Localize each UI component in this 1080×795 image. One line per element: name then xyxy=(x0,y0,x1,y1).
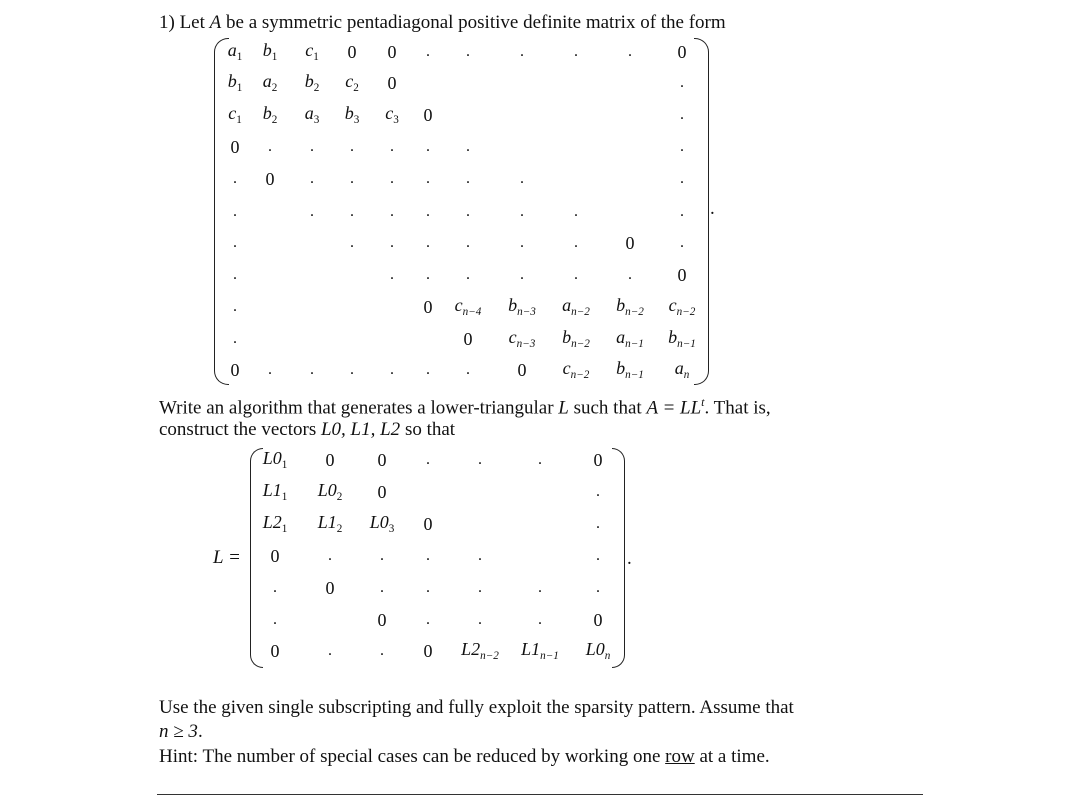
matrix-a-cell: 0 xyxy=(347,42,357,62)
matrix-a-cell: . xyxy=(350,138,354,155)
matrix-a-cell: . xyxy=(268,361,272,378)
matrix-a-cell: . xyxy=(310,361,314,378)
matrix-a-cell: 0 xyxy=(463,329,473,349)
matrix-l-cell: $L1_{n-1}$ xyxy=(521,638,559,662)
matrix-a-cell: 0 xyxy=(517,360,527,380)
equation-a-llt: A = LL xyxy=(646,397,702,419)
matrix-a-cell: . xyxy=(390,170,394,187)
matrix-l-cell: . xyxy=(426,451,430,468)
matrix-a-cell: . xyxy=(233,298,237,315)
matrix-a-cell: $a_n$ xyxy=(674,357,690,381)
matrix-a-cell: $b_3$ xyxy=(344,102,360,126)
matrix-a-cell: $c_1$ xyxy=(228,102,242,126)
matrix-a-cell: . xyxy=(390,203,394,220)
matrix-a-cell: . xyxy=(574,203,578,220)
matrix-l-cell: . xyxy=(596,483,600,500)
matrix-l-cell: . xyxy=(596,515,600,532)
matrix-a-cell: . xyxy=(680,138,684,155)
matrix-a-cell: . xyxy=(426,170,430,187)
matrix-l-cell: $L1_1$ xyxy=(262,479,288,503)
matrix-a-cell: . xyxy=(268,138,272,155)
matrix-l-cell: . xyxy=(380,547,384,564)
matrix-l-cell: $L0_n$ xyxy=(585,638,611,662)
vector-names: L0, L1, L2 xyxy=(320,419,401,440)
matrix-l-cell: $L2_{n-2}$ xyxy=(461,638,499,662)
matrix-a-cell: 0 xyxy=(423,105,433,125)
matrix-a-cell: . xyxy=(628,43,632,60)
matrix-a-cell: $b_2$ xyxy=(262,102,278,126)
matrix-a-trailing-period: . xyxy=(710,198,715,219)
matrix-l-label: L = xyxy=(213,547,241,568)
matrix-a-cell: . xyxy=(310,138,314,155)
hint-underlined-row: row xyxy=(665,746,695,767)
statement-text-4: construct the vectors xyxy=(159,419,317,440)
problem-number: 1) xyxy=(159,12,175,33)
problem-intro-post: be a symmetric pentadiagonal positive definite matrix of the form xyxy=(226,12,726,33)
matrix-a-cell: . xyxy=(680,234,684,251)
matrix-l-cell: $L0_2$ xyxy=(317,479,343,503)
matrix-a-cell: 0 xyxy=(230,360,240,380)
matrix-a-cell: . xyxy=(520,203,524,220)
matrix-a-cell: $b_1$ xyxy=(262,39,278,63)
matrix-l-cell: . xyxy=(538,451,542,468)
matrix-a-cell: $a_{n-1}$ xyxy=(616,326,644,350)
matrix-l-cell: 0 xyxy=(325,578,335,598)
matrix-a-cell: . xyxy=(233,170,237,187)
matrix-l-cell: . xyxy=(328,547,332,564)
matrix-a-cell: . xyxy=(466,266,470,283)
statement-text-2: such that xyxy=(573,397,642,419)
matrix-a-cell: . xyxy=(390,361,394,378)
hint-text-end: at a time. xyxy=(699,746,770,767)
matrix-a-cell: . xyxy=(466,361,470,378)
matrix-l-cell: $L1_2$ xyxy=(317,511,343,535)
statement-text-3: . That is, xyxy=(704,397,771,419)
matrix-a-cell: . xyxy=(390,266,394,283)
matrix-l-right-bracket xyxy=(612,448,625,668)
matrix-l-cell: . xyxy=(478,547,482,564)
matrix-a-cell: $c_3$ xyxy=(385,102,399,126)
matrix-a-cell: . xyxy=(680,170,684,187)
problem-intro-pre: Let xyxy=(179,12,205,33)
matrix-a-cell: . xyxy=(520,170,524,187)
matrix-l-cell: $L0_1$ xyxy=(262,447,288,471)
matrix-a-cell: . xyxy=(390,138,394,155)
matrix-l-cell: 0 xyxy=(270,641,280,661)
matrix-l-cell: . xyxy=(478,451,482,468)
transpose-mark: t xyxy=(701,395,705,409)
matrix-l-cell: 0 xyxy=(377,610,387,630)
matrix-a-cell: 0 xyxy=(387,73,397,93)
matrix-a-cell: 0 xyxy=(677,42,687,62)
matrix-a-cell: $c_1$ xyxy=(305,39,319,63)
matrix-a-cell: . xyxy=(233,234,237,251)
matrix-a-cell: $c_{n-2}$ xyxy=(562,357,590,381)
matrix-a-cell: $b_{n-1}$ xyxy=(616,357,644,381)
matrix-a-cell: $a_{n-2}$ xyxy=(562,294,590,318)
matrix-l-cell: . xyxy=(538,579,542,596)
matrix-a-cell: 0 xyxy=(423,297,433,317)
matrix-a-cell: $b_1$ xyxy=(227,70,243,94)
matrix-a-cell: . xyxy=(466,43,470,60)
matrix-a-cell: . xyxy=(680,74,684,91)
matrix-a-cell: . xyxy=(426,234,430,251)
matrix-a-cell: . xyxy=(680,106,684,123)
matrix-l-cell: 0 xyxy=(593,610,603,630)
matrix-a-cell: . xyxy=(350,234,354,251)
matrix-l-cell: . xyxy=(380,579,384,596)
matrix-l-cell: 0 xyxy=(270,546,280,566)
matrix-a-cell: . xyxy=(390,234,394,251)
matrix-a-cell: $c_2$ xyxy=(345,70,359,94)
matrix-a-cell: . xyxy=(426,361,430,378)
matrix-a-cell: . xyxy=(466,234,470,251)
matrix-l-cell: . xyxy=(273,611,277,628)
matrix-l-cell: . xyxy=(426,579,430,596)
matrix-a-cell: 0 xyxy=(387,42,397,62)
matrix-l-cell: $L0_3$ xyxy=(369,511,395,535)
matrix-a-cell: . xyxy=(426,203,430,220)
matrix-l-cell: . xyxy=(426,547,430,564)
matrix-l-cell: 0 xyxy=(325,450,335,470)
matrix-a-cell: . xyxy=(520,43,524,60)
matrix-l-cell: 0 xyxy=(377,482,387,502)
matrix-l-cell: . xyxy=(478,579,482,596)
matrix-a-cell: . xyxy=(574,266,578,283)
matrix-l-cell: . xyxy=(273,579,277,596)
instruction-line-1: Use the given single subscripting and fully exploit the sparsity pattern. Assume that xyxy=(159,697,794,718)
matrix-a-cell: $a_2$ xyxy=(262,70,278,94)
instruction-line-2 xyxy=(159,722,203,741)
statement-text-5: so that xyxy=(404,419,456,440)
matrix-var-a: A xyxy=(209,12,222,33)
matrix-a-cell: . xyxy=(310,203,314,220)
matrix-l-trailing-period: . xyxy=(627,548,632,569)
hint-text: Hint: The number of special cases can be reduced by working one xyxy=(159,746,661,767)
matrix-l-cell: 0 xyxy=(593,450,603,470)
matrix-l-cell: 0 xyxy=(377,450,387,470)
matrix-a-cell: 0 xyxy=(265,169,275,189)
matrix-a-cell: . xyxy=(233,203,237,220)
matrix-a-cell: $b_{n-2}$ xyxy=(562,326,590,350)
matrix-a-cell: . xyxy=(233,330,237,347)
matrix-a-cell: . xyxy=(466,203,470,220)
matrix-a-cell: . xyxy=(466,138,470,155)
matrix-a-cell: . xyxy=(574,43,578,60)
matrix-a-cell: 0 xyxy=(677,265,687,285)
matrix-l-cell: 0 xyxy=(423,641,433,661)
matrix-a-cell: . xyxy=(310,170,314,187)
matrix-a-cell: $c_{n-3}$ xyxy=(508,326,536,350)
matrix-l-cell: . xyxy=(538,611,542,628)
matrix-a-cell: . xyxy=(350,203,354,220)
matrix-a-cell: . xyxy=(628,266,632,283)
matrix-a-cell: . xyxy=(520,266,524,283)
matrix-a-cell: . xyxy=(233,266,237,283)
condition-period: . xyxy=(197,721,203,742)
matrix-a-cell: $c_{n-2}$ xyxy=(668,294,696,318)
matrix-a-cell: . xyxy=(574,234,578,251)
var-l: L xyxy=(558,397,569,419)
matrix-l-cell: . xyxy=(426,611,430,628)
matrix-a-cell: . xyxy=(350,170,354,187)
matrix-l-cell: . xyxy=(596,579,600,596)
statement-text-1: Write an algorithm that generates a lower-triangular xyxy=(159,397,554,419)
matrix-a-cell: . xyxy=(426,43,430,60)
matrix-a-cell: $b_{n-3}$ xyxy=(508,294,536,318)
matrix-a-cell: 0 xyxy=(625,233,635,253)
matrix-l-left-bracket xyxy=(250,448,263,668)
matrix-l-cell: . xyxy=(380,642,384,659)
matrix-a-cell: $c_{n-4}$ xyxy=(454,294,482,318)
matrix-a-cell: . xyxy=(466,170,470,187)
condition-n-ge-3: n ≥ 3 xyxy=(159,721,198,742)
matrix-a-cell: . xyxy=(520,234,524,251)
matrix-a-cell: $b_{n-1}$ xyxy=(668,326,696,350)
matrix-a-cell: $b_{n-2}$ xyxy=(616,294,644,318)
matrix-l-cell: . xyxy=(328,642,332,659)
matrix-a-cell: . xyxy=(350,361,354,378)
matrix-a-cell: 0 xyxy=(230,137,240,157)
matrix-a-cell: $a_3$ xyxy=(304,102,320,126)
hint-line xyxy=(159,747,770,766)
matrix-a-cell: . xyxy=(680,203,684,220)
matrix-a-cell: $b_2$ xyxy=(304,70,320,94)
matrix-a-cell: . xyxy=(426,138,430,155)
matrix-l-cell: $L2_1$ xyxy=(262,511,288,535)
matrix-a-cell: . xyxy=(426,266,430,283)
matrix-a-cell: $a_1$ xyxy=(227,39,243,63)
matrix-l-cell: . xyxy=(478,611,482,628)
matrix-l-cell: 0 xyxy=(423,514,433,534)
matrix-l-cell: . xyxy=(596,547,600,564)
